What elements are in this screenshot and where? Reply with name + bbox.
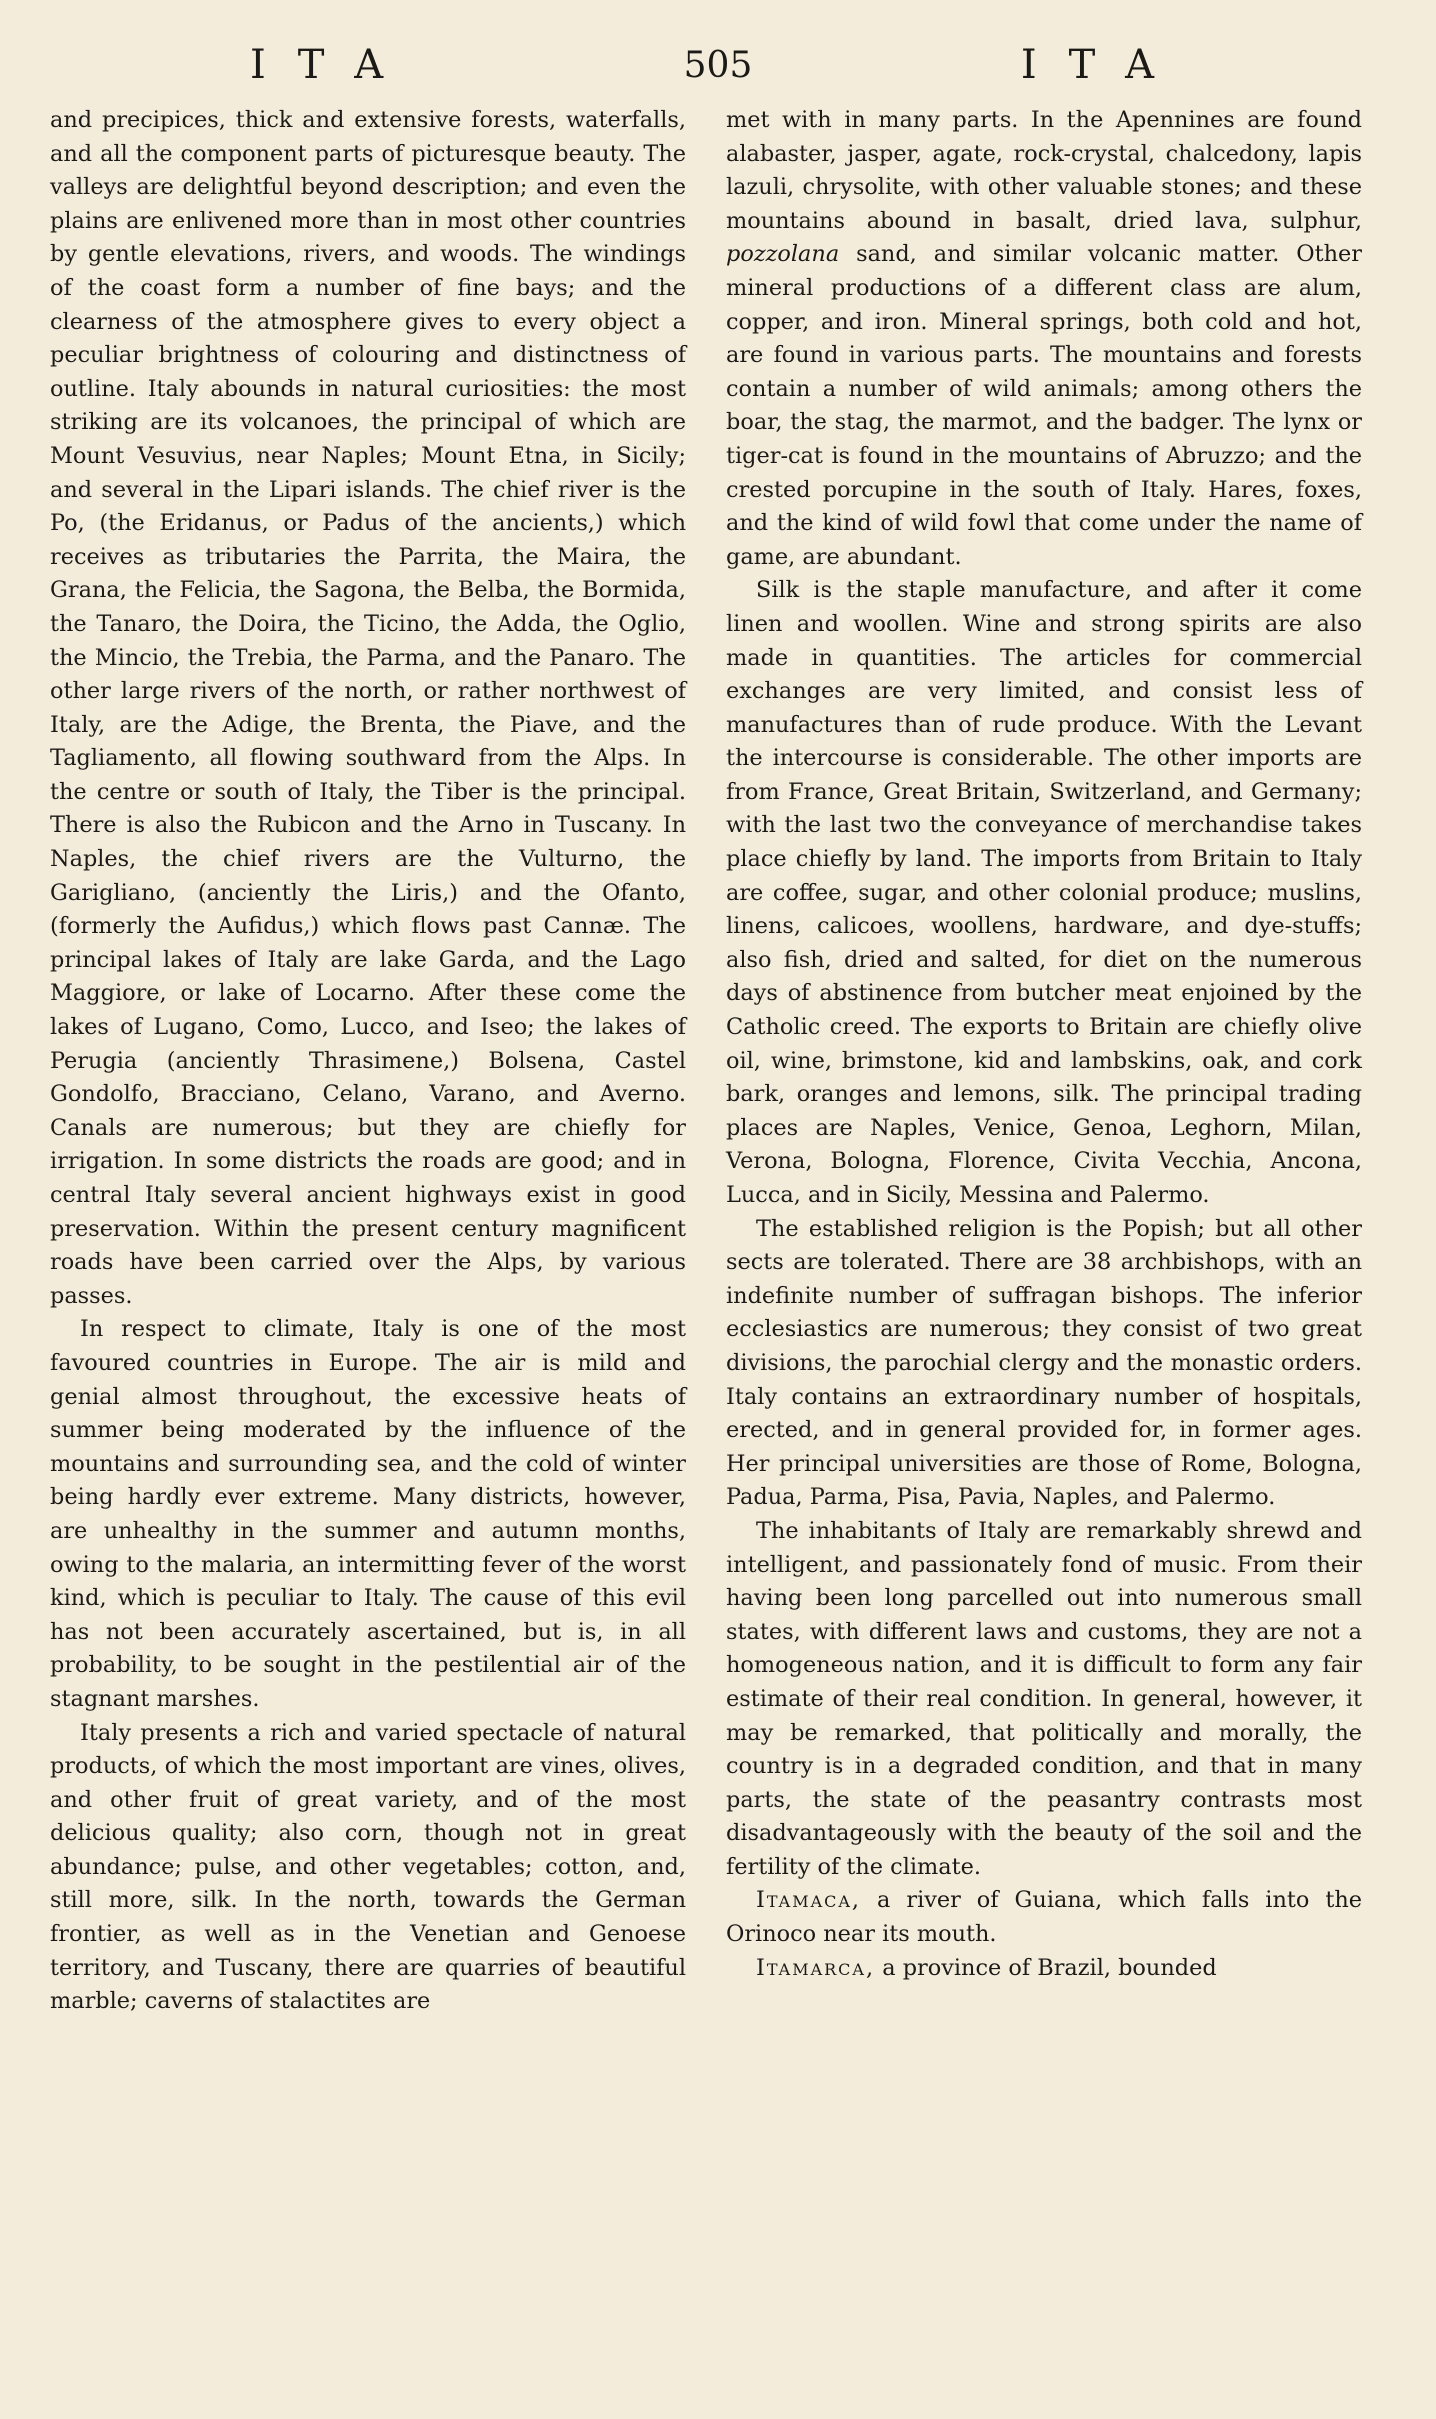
header-left: ITA xyxy=(250,42,416,88)
paragraph-climate: In respect to climate, Italy is one of the most favoured countries in Europe. The air is mild and genial almost throughout, the excessive heats of summer being moderated by the influence of the mountains and surrounding sea, and the cold of winter being hardly ever extreme. Many districts, however, are unhealthy in the summer and autumn months, owing to the malaria, an intermitting fever of the worst kind, which is peculiar to Italy. The cause of this evil has not been accurately ascertained, but is, in all probability, to be sought in the pestilential air of the stagnant marshes. xyxy=(50,1316,686,1712)
paragraph-inhabitants: The inhabitants of Italy are remarkably shrewd and intelligent, and passionately fond of music. From their having been long parcelled out into numerous small states, with different laws and customs, they are not a homogeneous nation, and it is difficult to form any fair estimate of their real condition. In general, however, it may be remarked, that politically and morally, the country is in a degraded condition, and that in many parts, the state of the peasantry contrasts most disadvantageously with the beauty of the soil and the fertility of the climate. xyxy=(726,1517,1362,1880)
entry-text: a river of Guiana, which falls into the Orinoco near its mouth. xyxy=(726,1887,1363,1948)
paragraph-products: Italy presents a rich and varied spectacle of natural products, of which the most important are vines, olives, and other fruit of great variety, and of the most delicious quality; also corn, though not in great abundance; pulse, and other vegetables; cotton, and, still more, silk. In the north, towards the German frontier, as well as in the Venetian and Genoese territory, and Tuscany, there are quarries of beautiful marble; caverns of stalactites are xyxy=(50,1719,686,2015)
paragraph-religion: The established religion is the Popish; but all other sects are tolerated. There are 38 archbishops, with an indefinite number of suffragan bishops. The inferior ecclesiastics are numerous; they consist of two great divisions, the parochial clergy and the monastic orders. Italy contains an extraordinary number of hospitals, erected, and in general provided for, in former ages. Her principal universities are those of Rome, Bologna, Padua, Parma, Pisa, Pavia, Naples, and Palermo. xyxy=(726,1215,1362,1511)
text-run: met with in many parts. In the Apennines are found alabaster, jasper, agate, rock-crystal, chalcedony, lapis lazuli, chrysolite, with other valuable stones; and these mountains abound in basalt, dried lava, sulphur, xyxy=(726,107,1362,234)
entry-itamaca xyxy=(726,1884,1362,1951)
entry-itamarca xyxy=(726,1952,1362,1986)
right-column xyxy=(726,104,1362,1985)
page-number: 505 xyxy=(683,44,753,86)
paragraph-geography: and precipices, thick and extensive forests, waterfalls, and all the component parts of picturesque beauty. The valleys are delightful beyond description; and even the plains are enlivened more than in most other countries by gentle elevations, rivers, and woods. The windings of the coast form a number of fine bays; and the clearness of the atmosphere gives to every object a peculiar brightness of colouring and distinctness of outline. Italy abounds in natural curiosities: the most striking are its volcanoes, the principal of which are Mount Vesuvius, near Naples; Mount Etna, in Sicily; and several in the Lipari islands. The chief river is the Po, (the Eridanus, or Padus of the ancients,) which receives as tributaries the Parrita, the Maira, the Grana, the Felicia, the Sagona, the Belba, the Bormida, the Tanaro, the Doira, the Ticino, the Adda, the Oglio, the Mincio, the Trebia, the Parma, and the Panaro. The other large rivers of the north, or rather northwest of Italy, are the Adige, the Brenta, the Piave, and the Tagliamento, all flowing southward from the Alps. In the centre or south of Italy, the Tiber is the principal. There is also the Rubicon and the Arno in Tuscany. In Naples, the chief rivers are the Vulturno, the Garigliano, (anciently the Liris,) and the Ofanto, (formerly the Aufidus,) which flows past Cannæ. The principal lakes of Italy are lake Garda, and the Lago Maggiore, or lake of Locarno. After these come the lakes of Lugano, Como, Lucco, and Iseo; the lakes of Perugia (anciently Thrasimene,) Bolsena, Castel Gondolfo, Bracciano, Celano, Varano, and Averno. Canals are numerous; but they are chiefly for irrigation. In some districts the roads are good; and in central Italy several ancient highways exist in good preservation. Within the present century magnificent roads have been carried over the Alps, by various passes. xyxy=(50,107,686,1309)
header-right: ITA xyxy=(1020,42,1186,88)
text-run: sand, and similar volcanic matter. Other mineral productions of a different class are alum, copper, and iron. Mineral springs, both cold and hot, are found in various parts. The mountains and forests contain a number of wild animals; among others the boar, the stag, the marmot, and the badger. The lynx or tiger-cat is found in the mountains of Abruzzo; and the crested porcupine in the south of Italy. Hares, foxes, and the kind of wild fowl that come under the name of game, are abundant. xyxy=(726,241,1362,570)
entry-headword: Itamarca, xyxy=(756,1954,876,1981)
entry-text: a province of Brazil, bounded xyxy=(882,1954,1217,1981)
paragraph-commerce: Silk is the staple manufacture, and after it come linen and woollen. Wine and strong spirits are also made in quantities. The articles for commercial exchanges are very limited, and consist less of manufactures than of rude produce. With the Levant the intercourse is considerable. The other imports are from France, Great Britain, Switzerland, and Germany; with the last two the conveyance of merchandise takes place chiefly by land. The imports from Britain to Italy are coffee, sugar, and other colonial produce; muslins, linens, calicoes, woollens, hardware, and dye-stuffs; also fish, dried and salted, for diet on the numerous days of abstinence from butcher meat enjoined by the Catholic creed. The exports to Britain are chiefly olive oil, wine, brimstone, kid and lambskins, oak, and cork bark, oranges and lemons, silk. The principal trading places are Naples, Venice, Genoa, Leghorn, Milan, Verona, Bologna, Florence, Civita Vecchia, Ancona, Lucca, and in Sicily, Messina and Palermo. xyxy=(726,577,1362,1208)
running-header xyxy=(250,40,1186,90)
left-column xyxy=(50,104,686,2019)
paragraph-minerals xyxy=(726,104,1362,574)
italic-term: pozzolana xyxy=(726,241,840,268)
entry-headword: Itamaca, xyxy=(756,1887,862,1914)
